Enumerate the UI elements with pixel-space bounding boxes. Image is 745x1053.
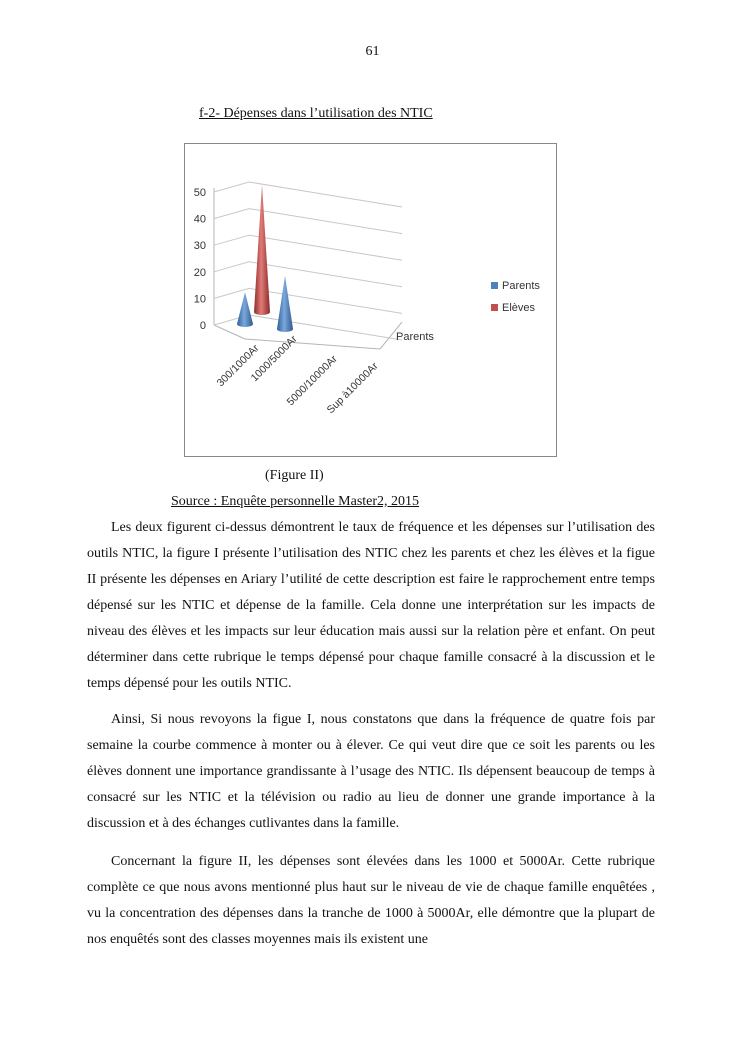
y-axis-ticks — [194, 187, 206, 332]
x-tick-label: 300/1000Ar — [214, 342, 262, 390]
paragraph-2: Ainsi, Si nous revoyons la figue I, nous constatons que dans la fréquence de quatre fois par semaine la courbe commence à monter ou à élever. Ce qui veut dire que ce soit les parents ou les élèves donnent une importance grandissante à l’usage des NTIC. Ils dépensent beaucoup de temps à consacré sur les NTIC et la télévision ou radio au lieu de donner une grande importance à la discussion et à des échanges cutlivantes dans la famille. — [87, 712, 655, 831]
floor-front-edge — [245, 339, 380, 349]
x-tick-label: 1000/5000Ar — [248, 333, 300, 385]
cone-elèves-1 — [254, 184, 270, 315]
legend-swatch — [491, 304, 498, 311]
legend-label: Elèves — [502, 302, 536, 314]
chart-svg — [185, 144, 556, 456]
figure-title: f-2- Dépenses dans l’utilisation des NTIC — [199, 106, 433, 121]
gridline — [214, 262, 402, 287]
cone-parents-2 — [277, 276, 293, 332]
chart-container — [184, 143, 557, 457]
paragraph-1: Les deux figurent ci-dessus démontrent le taux de fréquence et les dépenses sur l’utilisation des outils NTIC, la figure I présente l’utilisation des NTIC chez les parents et chez les élèves et la figue II présente les dépenses en Ariary l’utilité de cette description est faire le rapprochement entre temps dépensé sur les NTIC et dépense de la famille. Cela donne une interprétation sur les impacts de niveau des élèves et les impacts sur leur éducation mais aussi sur la relation père et enfant. On peut déterminer dans cette rubrique le temps dépensé pour chaque famille consacré à la discussion et le temps dépensé pour les outils NTIC. — [87, 520, 655, 691]
y-tick-label: 50 — [193, 187, 206, 199]
chart-legend — [491, 280, 540, 314]
figure-caption: (Figure II) — [265, 468, 324, 483]
y-tick-label: 0 — [199, 320, 206, 332]
chart-cones — [237, 184, 293, 332]
floor-left-edge — [214, 325, 245, 339]
depth-axis-label: Parents — [396, 331, 434, 343]
page-number: 61 — [365, 44, 380, 59]
y-tick-label: 40 — [193, 213, 206, 226]
gridline — [214, 209, 402, 234]
y-tick-label: 10 — [193, 293, 206, 306]
y-tick-label: 30 — [193, 240, 206, 253]
x-tick-label: Sup à10000Ar — [324, 360, 381, 417]
y-tick-label: 20 — [193, 266, 206, 279]
x-axis-ticks — [215, 333, 381, 416]
gridline — [214, 182, 402, 207]
paragraph-3: Concernant la figure II, les dépenses sont élevées dans les 1000 et 5000Ar. Cette rubrique complète ce que nous avons mentionné plus haut sur le niveau de vie de chaque famille enquêtées , vu la concentration des dépenses dans la tranche de 1000 à 5000Ar, elle démontre que la plupart de nos enquêtés sont des classes moyennes mais ils existent une — [87, 854, 655, 947]
gridline — [214, 235, 402, 260]
figure-source: Source : Enquête personnelle Master2, 2015 — [171, 494, 420, 509]
cone-parents-0 — [237, 292, 253, 327]
legend-label: Parents — [502, 280, 540, 292]
x-tick-label: 5000/10000Ar — [284, 352, 340, 409]
legend-swatch — [491, 282, 498, 289]
